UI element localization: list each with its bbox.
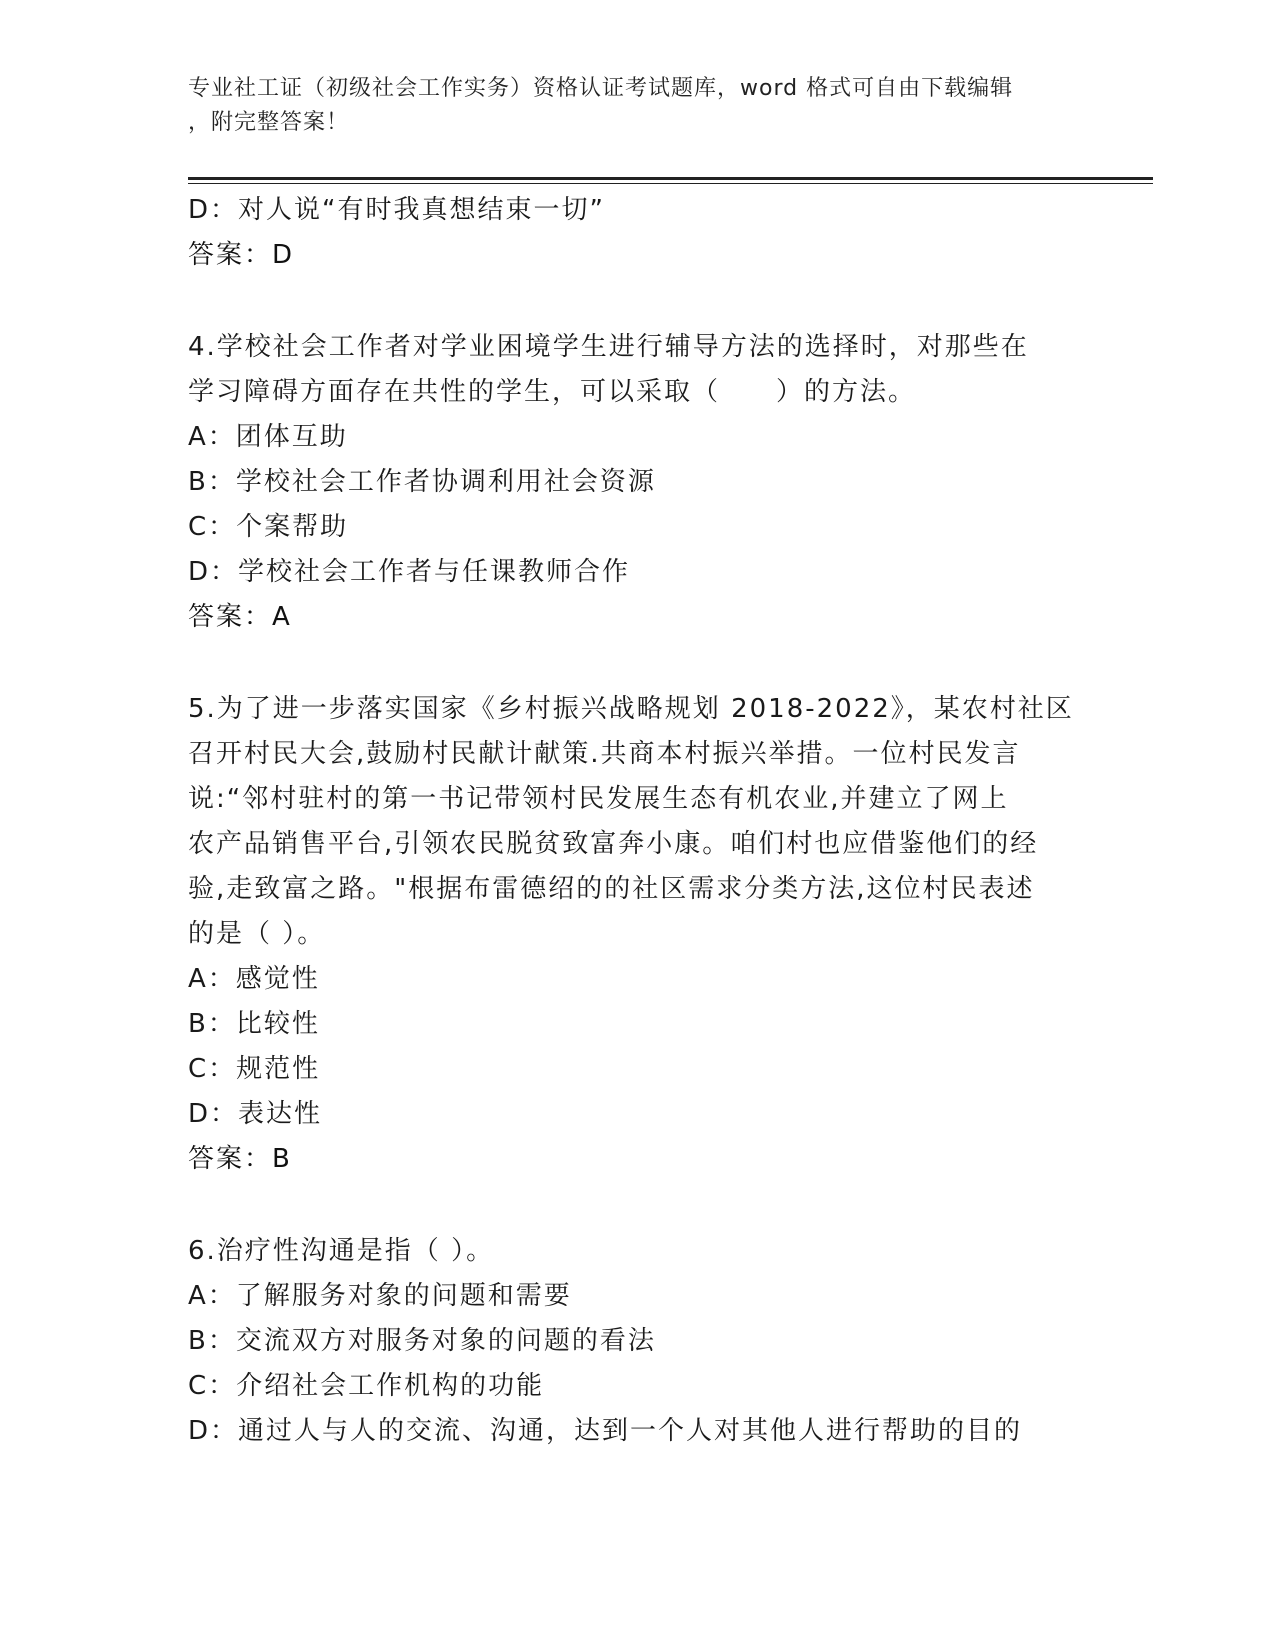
header-title-line1: 专业社工证（初级社会工作实务）资格认证考试题库，word 格式可自由下载编辑 <box>188 76 1014 101</box>
q4-option-a: A：团体互助 <box>188 422 348 452</box>
q5-stem-line4: 农产品销售平台,引领农民脱贫致富奔小康。咱们村也应借鉴他们的经 <box>188 829 1039 859</box>
q5-stem-line2: 召开村民大会,鼓励村民献计献策.共商本村振兴举措。一位村民发言 <box>188 739 1021 769</box>
spacer <box>188 278 1088 325</box>
page-header <box>188 72 1088 140</box>
header-title-line2: ，附完整答案！ <box>188 110 350 135</box>
question-6 <box>188 1229 1088 1454</box>
q4-option-c: C：个案帮助 <box>188 512 349 542</box>
q5-answer: 答案：B <box>188 1144 292 1174</box>
q6-option-b: B：交流双方对服务对象的问题的看法 <box>188 1326 656 1356</box>
spacer <box>188 640 1088 687</box>
header-divider-thin <box>188 183 1153 184</box>
q5-option-a: A：感觉性 <box>188 964 320 994</box>
q6-option-a: A：了解服务对象的问题和需要 <box>188 1281 572 1311</box>
q3-answer: 答案：D <box>188 240 295 270</box>
q4-answer: 答案：A <box>188 602 292 632</box>
question-4 <box>188 325 1088 640</box>
header-divider-thick <box>188 177 1153 180</box>
q6-option-d: D：通过人与人的交流、沟通，达到一个人对其他人进行帮助的目的 <box>188 1416 1023 1446</box>
question-3-tail <box>188 188 1088 278</box>
spacer <box>188 1182 1088 1229</box>
q6-option-c: C：介绍社会工作机构的功能 <box>188 1371 545 1401</box>
question-list <box>188 188 1088 1454</box>
q5-stem-line5: 验,走致富之路。"根据布雷德绍的的社区需求分类方法,这位村民表述 <box>188 874 1035 904</box>
q4-option-d: D：学校社会工作者与任课教师合作 <box>188 557 631 587</box>
q5-option-d: D：表达性 <box>188 1099 323 1129</box>
q3-option-d: D：对人说“有时我真想结束一切” <box>188 195 605 225</box>
q4-option-b: B：学校社会工作者协调利用社会资源 <box>188 467 656 497</box>
q5-option-b: B：比较性 <box>188 1009 320 1039</box>
q5-stem-line1: 5.为了进一步落实国家《乡村振兴战略规划 2018-2022》，某农村社区 <box>188 694 1074 724</box>
q4-stem-line2: 学习障碍方面存在共性的学生，可以采取（ ）的方法。 <box>188 377 917 407</box>
q5-stem-line6: 的是（ ）。 <box>188 919 326 949</box>
q6-stem-line1: 6.治疗性沟通是指（ ）。 <box>188 1236 495 1266</box>
q5-stem-line3: 说:“邻村驻村的第一书记带领村民发展生态有机农业,并建立了网上 <box>188 784 1009 814</box>
q4-stem-line1: 4.学校社会工作者对学业困境学生进行辅导方法的选择时，对那些在 <box>188 332 1029 362</box>
q5-option-c: C：规范性 <box>188 1054 321 1084</box>
question-5 <box>188 687 1088 1182</box>
